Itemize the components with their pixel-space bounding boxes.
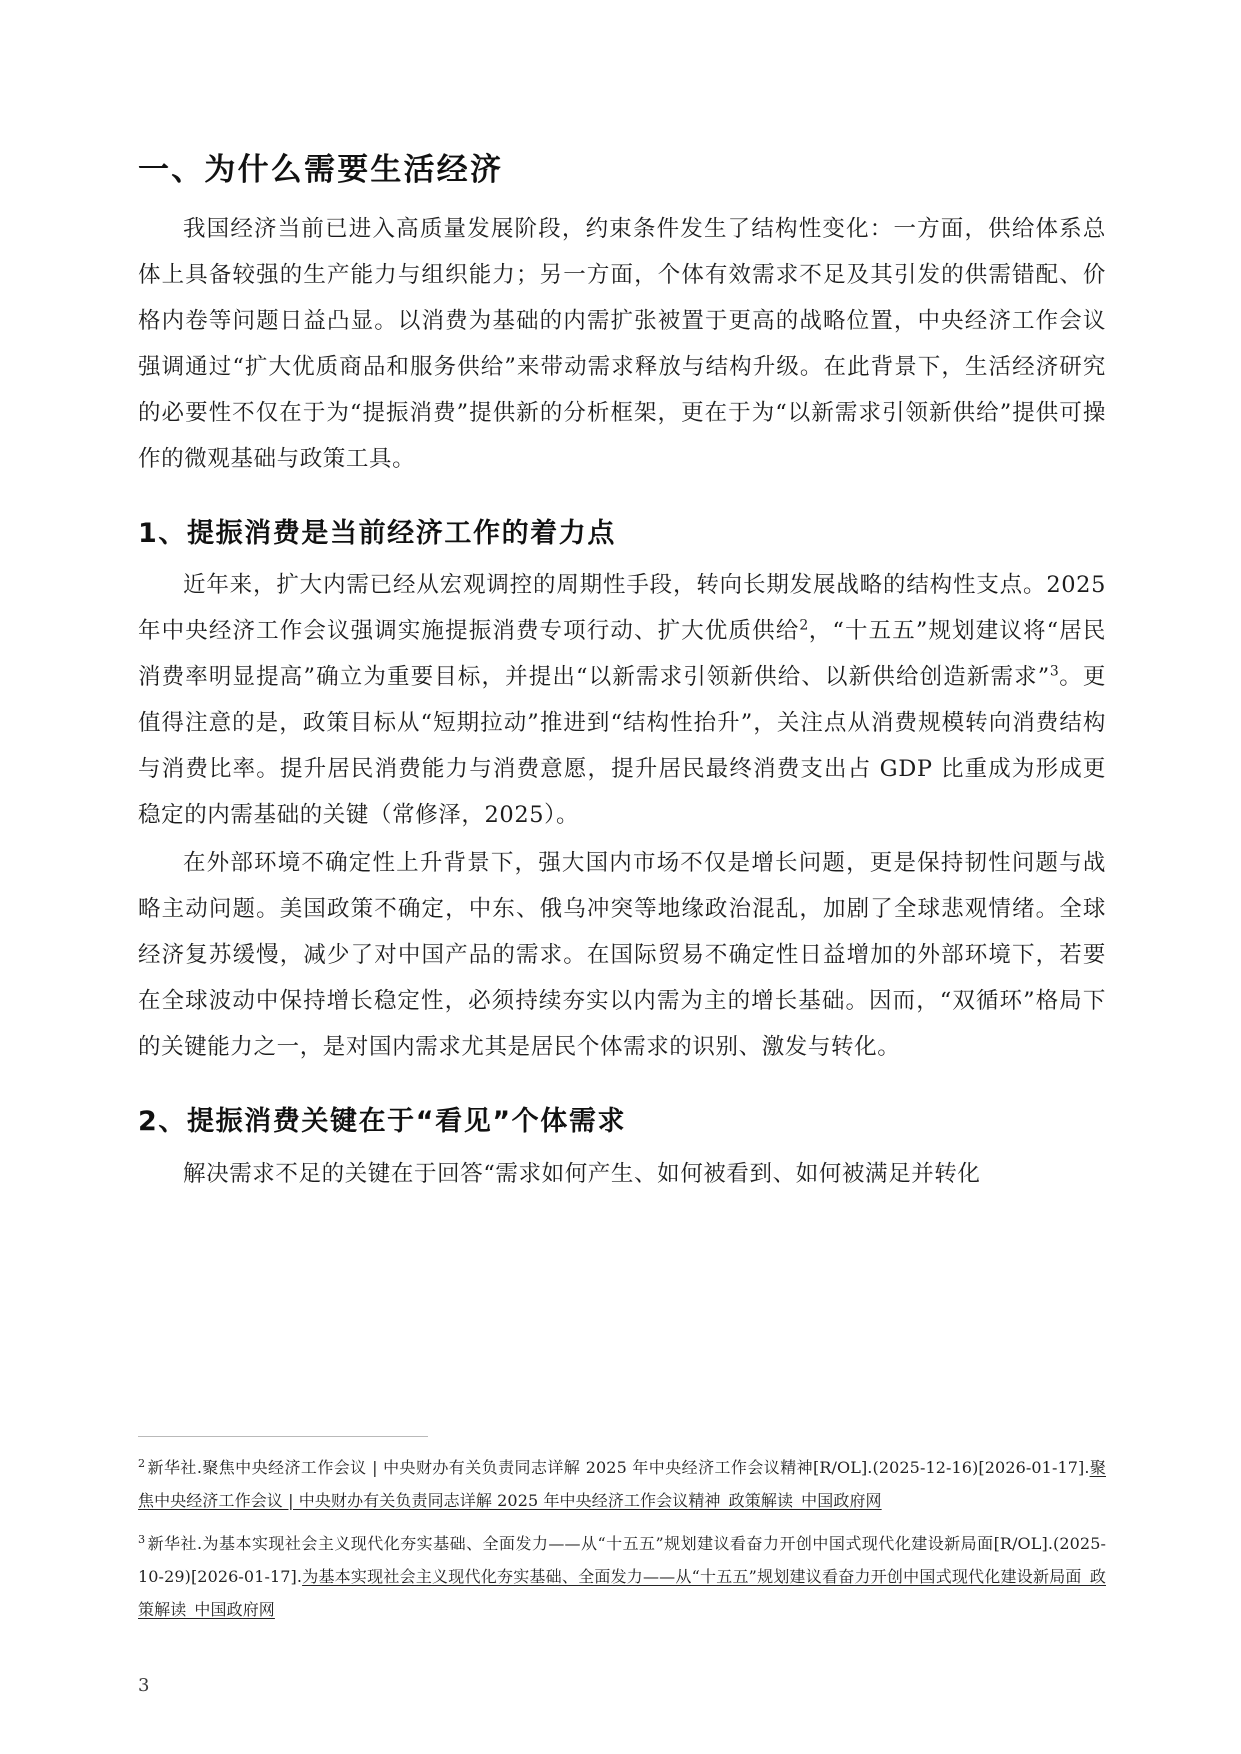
footnote-text: 新华社.为基本实现社会主义现代化夯实基础、全面发力——从“十五五”规划建议看奋力开创中国式现代化建设新局面[R/OL].(2025-10-29)[2026-01-17]. <box>138 1534 1106 1586</box>
footnote-item <box>138 1527 1106 1626</box>
footnote-ref-2[interactable]: 2 <box>799 617 809 634</box>
footnote-text: 新华社.聚焦中央经济工作会议 | 中央财办有关负责同志详解 2025 年中央经济工作会议精神[R/OL].(2025-12-16)[2026-01-17]. <box>147 1458 1090 1477</box>
paragraph-policy-focus <box>138 562 1106 838</box>
footnote-separator <box>138 1436 428 1437</box>
footnote-marker: 3 <box>138 1532 146 1546</box>
section-heading-1: 一、为什么需要生活经济 <box>138 152 504 188</box>
footnote-item <box>138 1451 1106 1517</box>
paragraph-individual-demand: 解决需求不足的关键在于回答“需求如何产生、如何被看到、如何被满足并转化 <box>183 1160 981 1187</box>
paragraph-policy-focus-part-b: ，“十五五”规划建议将“居民消费率明显提高”确立为重要目标，并提出“以新需求引领新供给、以新供给创造新需求” <box>138 618 1106 691</box>
paragraph-policy-focus-part-a: 近年来，扩大内需已经从宏观调控的周期性手段，转向长期发展战略的结构性支点。2025 年中央经济工作会议强调实施提振消费专项行动、扩大优质供给 <box>138 572 1106 645</box>
section-heading-1-2: 2、提振消费关键在于“看见”个体需求 <box>138 1106 627 1138</box>
footnote-area <box>138 1436 1106 1636</box>
footnote-link[interactable]: 为基本实现社会主义现代化夯实基础、全面发力——从“十五五”规划建议看奋力开创中国式现代化建设新局面_政策解读_中国政府网 <box>138 1567 1106 1619</box>
footnote-marker: 2 <box>138 1456 146 1470</box>
footnote-link[interactable]: 聚焦中央经济工作会议 | 中央财办有关负责同志详解 2025 年中央经济工作会议精神_政策解读_中国政府网 <box>138 1458 1106 1510</box>
footnote-ref-3[interactable]: 3 <box>1049 663 1059 680</box>
paragraph-intro: 我国经济当前已进入高质量发展阶段，约束条件发生了结构性变化：一方面，供给体系总体上具备较强的生产能力与组织能力；另一方面，个体有效需求不足及其引发的供需错配、价格内卷等问题日益凸显。以消费为基础的内需扩张被置于更高的战略位置，中央经济工作会议强调通过“扩大优质商品和服务供给”来带动需求释放与结构升级。在此背景下，生活经济研究的必要性不仅在于为“提振消费”提供新的分析框架，更在于为“以新需求引领新供给”提供可操作的微观基础与政策工具。 <box>138 215 1106 472</box>
section-heading-1-1: 1、提振消费是当前经济工作的着力点 <box>138 517 616 549</box>
paragraph-external-environment: 在外部环境不确定性上升背景下，强大国内市场不仅是增长问题，更是保持韧性问题与战略主动问题。美国政策不确定，中东、俄乌冲突等地缘政治混乱，加剧了全球悲观情绪。全球经济复苏缓慢，减少了对中国产品的需求。在国际贸易不确定性日益增加的外部环境下，若要在全球波动中保持增长稳定性，必须持续夯实以内需为主的增长基础。因而，“双循环”格局下的关键能力之一，是对国内需求尤其是居民个体需求的识别、激发与转化。 <box>138 850 1106 1061</box>
paragraph-policy-focus-part-c: 。更值得注意的是，政策目标从“短期拉动”推进到“结构性抬升”，关注点从消费规模转向消费结构与消费比率。提升居民消费能力与消费意愿，提升居民最终消费支出占 GDP 比重成为形成更稳定的内需基础的关键（常修泽，2025）。 <box>138 664 1107 829</box>
page-number: 3 <box>138 1675 150 1696</box>
